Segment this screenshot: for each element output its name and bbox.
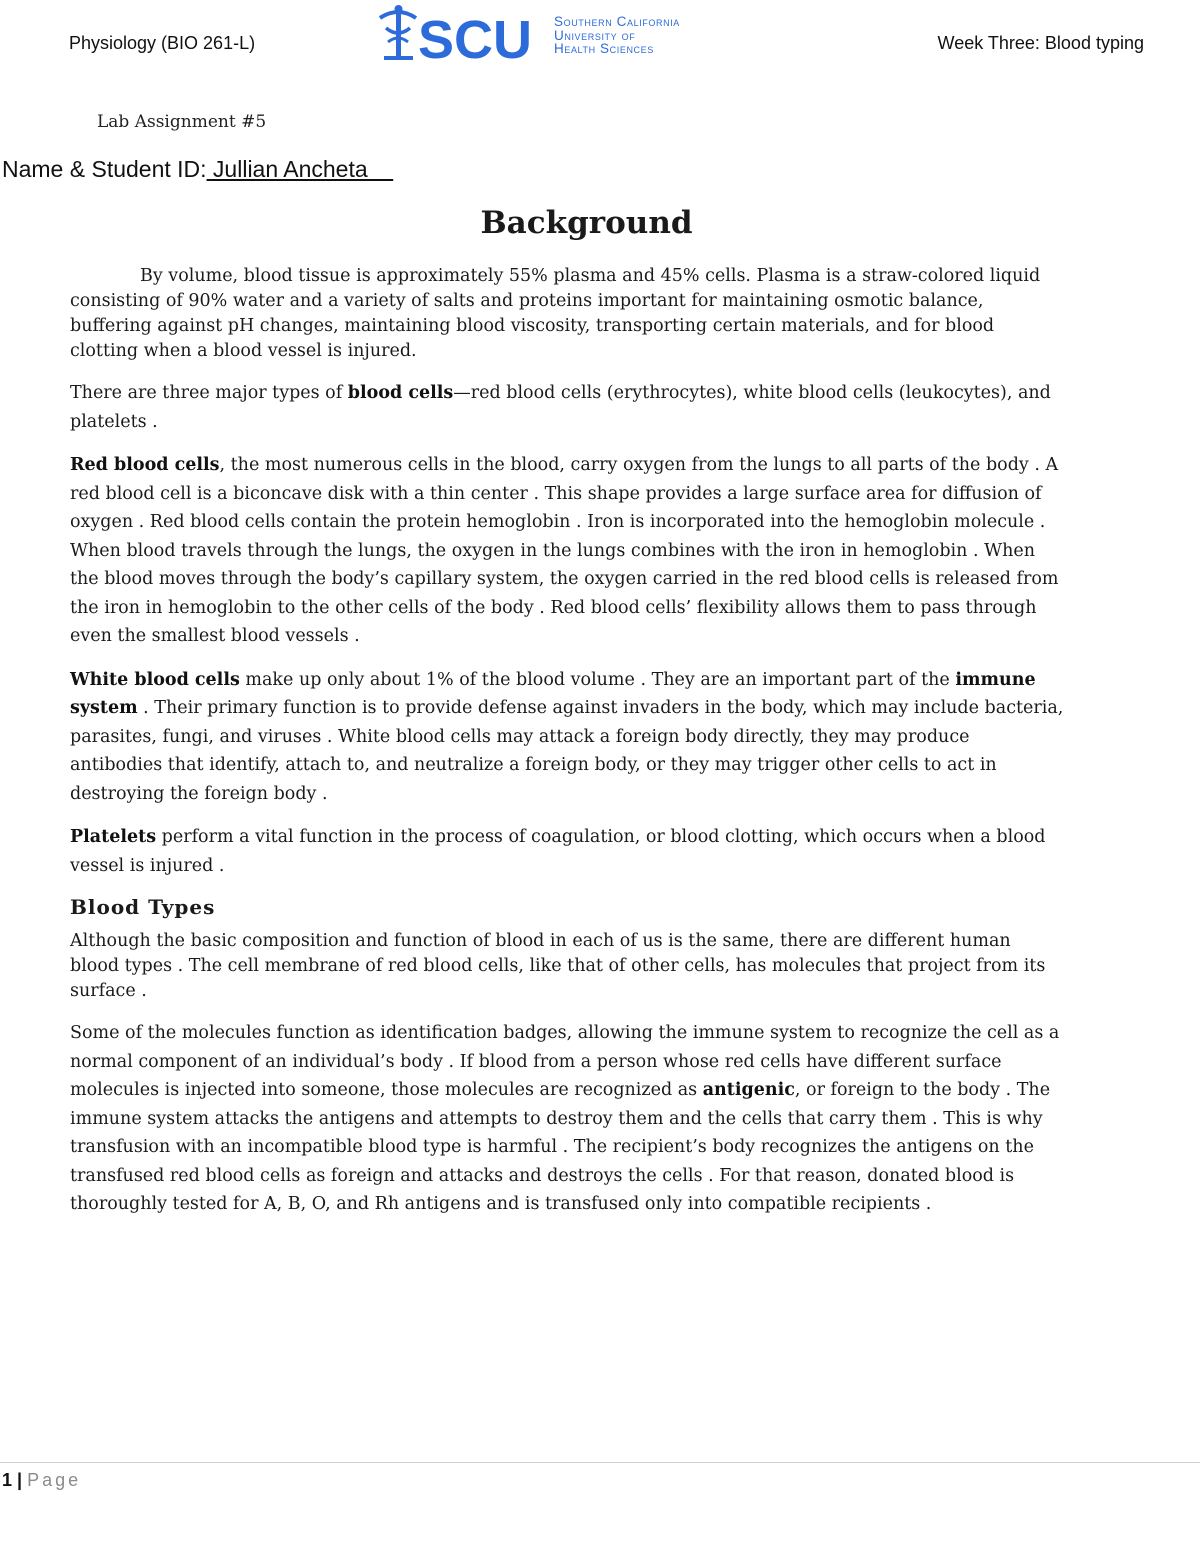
text-span: make up only about 1% of the blood volume . They are an important part of the xyxy=(239,669,956,690)
name-label: Name & Student ID: xyxy=(2,156,207,182)
text-span: , or foreign to the body . The immune system attacks the antigens and attempts to destroy them and the cells that carry them . This is why transfusion with an incompatible blood type is harmful . The recipient’s body recognizes the antigens on the transfused red blood cells as foreign and attacks and destroys the cells . For that reason, donated blood is thoroughly tested for A, B, O, and Rh antigens and is transfused only into compatible recipients . xyxy=(70,1080,1051,1214)
text-span: —red blood cells (erythrocytes), white blood cells (leukocytes), and platelets . xyxy=(70,383,1051,432)
logo-tagline xyxy=(554,15,680,56)
footer-divider xyxy=(0,1462,1200,1463)
paragraph-platelets xyxy=(70,823,1065,880)
paragraph-antigens xyxy=(70,1019,1065,1219)
bold-term: immune system xyxy=(70,669,1036,718)
page-footer xyxy=(2,1470,81,1491)
document-body xyxy=(70,264,1065,1234)
text-span: Some of the molecules function as identification badges, allowing the immune system to recognize the cell as a normal component of an individual’s body . If blood from a person whose red cells have different surface molecules is injected into someone, those molecules are recognized as xyxy=(70,1023,1060,1100)
text-span: There are three major types of xyxy=(70,383,348,403)
bold-term: blood cells xyxy=(347,383,454,403)
paragraph-blood-types-intro: Although the basic composition and function of blood in each of us is the same, there are different human blood types . The cell membrane of red blood cells, like that of other cells, has molecules that project from its surface . xyxy=(70,931,1046,1001)
bold-term: Red blood cells xyxy=(70,455,220,475)
logo-tagline-line-2: University of xyxy=(554,27,636,43)
name-student-id xyxy=(2,156,393,183)
logo-tagline-line-1: Southern California xyxy=(554,14,680,29)
header-course-title: Physiology (BIO 261-L) xyxy=(69,33,256,53)
caduceus-icon xyxy=(376,4,536,64)
bold-term: antigenic xyxy=(702,1080,795,1100)
paragraph-white-blood-cells xyxy=(70,666,1065,809)
university-logo xyxy=(376,4,721,64)
bold-term: Platelets xyxy=(70,827,157,847)
text-span: perform a vital function in the process of coagulation, or blood clotting, which occurs when a blood vessel is injured . xyxy=(70,827,1046,876)
paragraph-red-blood-cells xyxy=(70,451,1065,651)
name-value: Jullian Ancheta xyxy=(206,156,394,182)
paragraph-blood-cell-types xyxy=(70,379,1065,436)
logo-wordmark: SCU xyxy=(418,10,533,64)
logo-tagline-line-3: Health Sciences xyxy=(554,41,654,56)
header-week-title: Week Three: Blood typing xyxy=(937,33,1144,53)
text-span: , the most numerous cells in the blood, carry oxygen from the lungs to all parts of the body . A red blood cell is a biconcave disk with a thin center . This shape provides a large surface area for diffusion of oxygen . Red blood cells contain the protein hemoglobin . Iron is incorporated into the hemoglobin molecule . When blood travels through the lungs, the oxygen in the lungs combines with the iron in hemoglobin . When the blood moves through the body’s capillary system, the oxygen carried in the red blood cells is released from the iron in hemoglobin to the other cells of the body . Red blood cells’ flexibility allows them to pass through even the smallest blood vessels . xyxy=(70,455,1059,646)
text-span: . Their primary function is to provide defense against invaders in the body, which may include bacteria, parasites, fungi, and viruses . White blood cells may attack a foreign body directly, they may produce antibodies that identify, attach to, and neutralize a foreign body, or they may trigger other cells to act in destroying the foreign body . xyxy=(70,698,1064,804)
bold-term: White blood cells xyxy=(70,669,240,690)
page-separator: | xyxy=(12,1470,28,1490)
page-label: Page xyxy=(27,1470,82,1490)
lab-assignment-label: Lab Assignment #5 xyxy=(97,112,267,132)
page-title: Background xyxy=(480,205,693,241)
paragraph-blood-volume: By volume, blood tissue is approximately 55% plasma and 45% cells. Plasma is a straw-colored liquid consisting of 90% water and a variety of salts and proteins important for maintaining osmotic balance, buffering against pH changes, maintaining blood viscosity, transporting certain materials, and for blood clotting when a blood vessel is injured. xyxy=(70,266,1041,361)
page-number: 1 xyxy=(2,1470,13,1490)
section-heading-blood-types: Blood Types xyxy=(70,895,216,919)
